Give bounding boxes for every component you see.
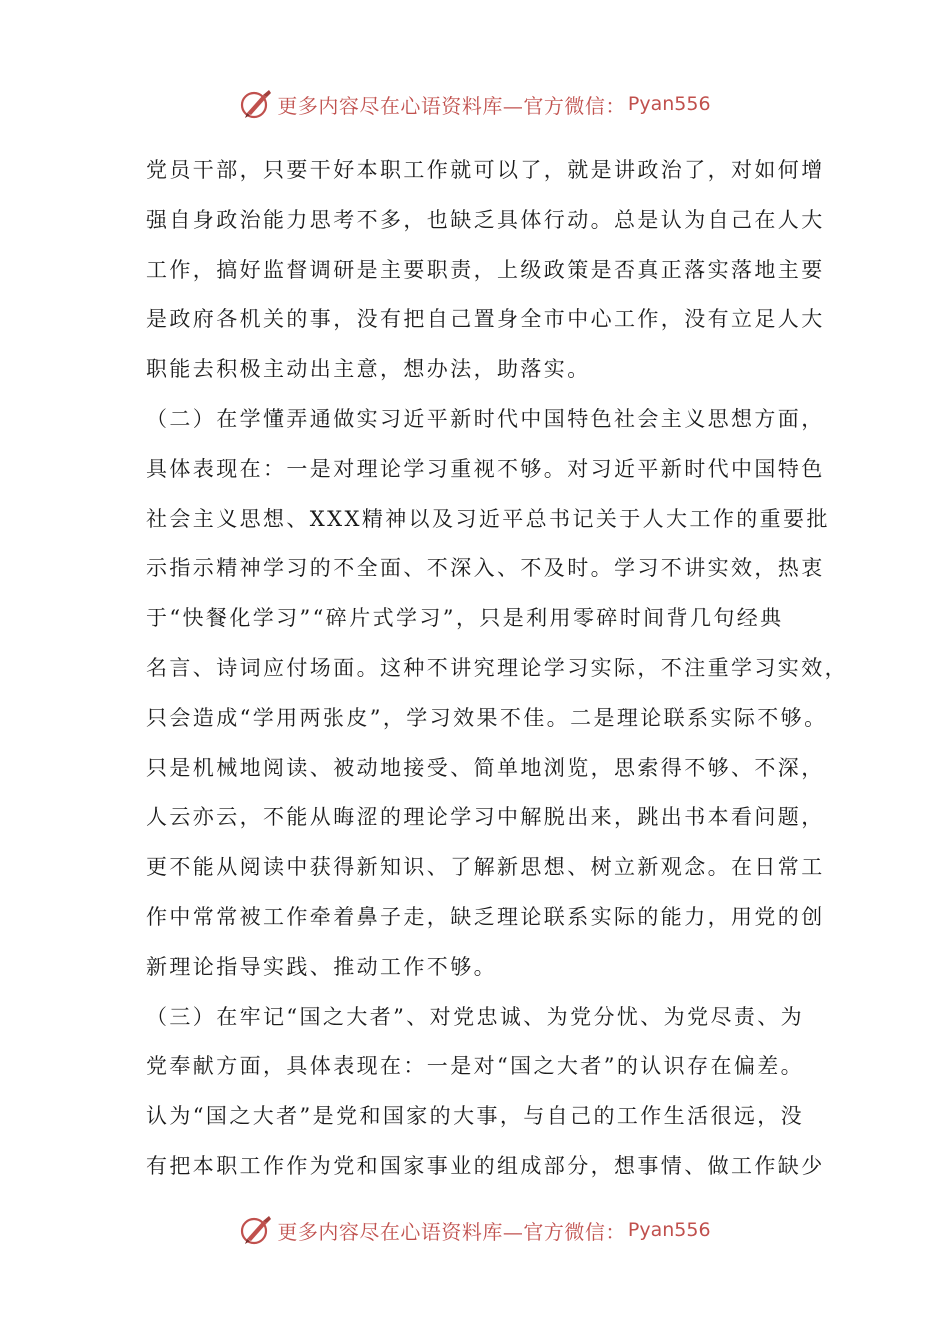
- watermark-text: 更多内容尽在心语资料库—官方微信：: [277, 93, 626, 118]
- document-body: [146, 146, 848, 1192]
- watermark-handle: Pyan556: [627, 1219, 711, 1241]
- text-line: 党奉献方面，具体表现在：一是对“国之大者”的认识存在偏差。: [146, 1054, 805, 1079]
- text-line: 强自身政治能力思考不多，也缺乏具体行动。总是认为自己在人大: [146, 207, 825, 232]
- section-heading-line: （三）在牢记“国之大者”、对党忠诚、为党分忧、为党尽责、为: [146, 1004, 805, 1029]
- footer-watermark: [0, 1210, 950, 1250]
- text-line: 作中常常被工作牵着鼻子走，缺乏理论联系实际的能力，用党的创: [146, 904, 825, 929]
- text-line: 于“快餐化学习”“碎片式学习”，只是利用零碎时间背几句经典: [146, 606, 784, 631]
- text-line: 新理论指导实践、推动工作不够。: [146, 954, 497, 979]
- text-line: 人云亦云，不能从晦涩的理论学习中解脱出来，跳出书本看问题，: [146, 805, 825, 830]
- text-line: 认为“国之大者”是党和国家的大事，与自己的工作生活很远，没: [146, 1104, 805, 1129]
- section-heading-line: （二）在学懂弄通做实习近平新时代中国特色社会主义思想方面，: [146, 406, 825, 431]
- text-line: 只是机械地阅读、被动地接受、简单地浏览，思索得不够、不深，: [146, 755, 825, 780]
- text-line: 是政府各机关的事，没有把自己置身全市中心工作，没有立足人大: [146, 307, 825, 332]
- text-line: 名言、诗词应付场面。这种不讲究理论学习实际，不注重学习实效，: [146, 655, 848, 680]
- header-watermark: [0, 84, 950, 124]
- text-line: 职能去积极主动出主意，想办法，助落实。: [146, 357, 591, 382]
- pen-logo-icon: [239, 87, 273, 121]
- text-line: 有把本职工作作为党和国家事业的组成部分，想事情、做工作缺少: [146, 1153, 825, 1178]
- text-line: 工作，搞好监督调研是主要职责，上级政策是否真正落实落地主要: [146, 257, 825, 282]
- watermark-text: 更多内容尽在心语资料库—官方微信：: [277, 1219, 626, 1244]
- pen-logo-icon: [239, 1213, 273, 1247]
- text-line: 具体表现在：一是对理论学习重视不够。对习近平新时代中国特色: [146, 456, 825, 481]
- text-line: 只会造成“学用两张皮”，学习效果不佳。二是理论联系实际不够。: [146, 705, 828, 730]
- watermark-handle: Pyan556: [627, 93, 711, 115]
- text-line: 社会主义思想、XXX精神以及习近平总书记关于人大工作的重要批: [146, 506, 830, 531]
- text-line: 示指示精神学习的不全面、不深入、不及时。学习不讲实效，热衷: [146, 556, 825, 581]
- text-line: 更不能从阅读中获得新知识、了解新思想、树立新观念。在日常工: [146, 855, 825, 880]
- text-line: 党员干部，只要干好本职工作就可以了，就是讲政治了，对如何增: [146, 158, 825, 182]
